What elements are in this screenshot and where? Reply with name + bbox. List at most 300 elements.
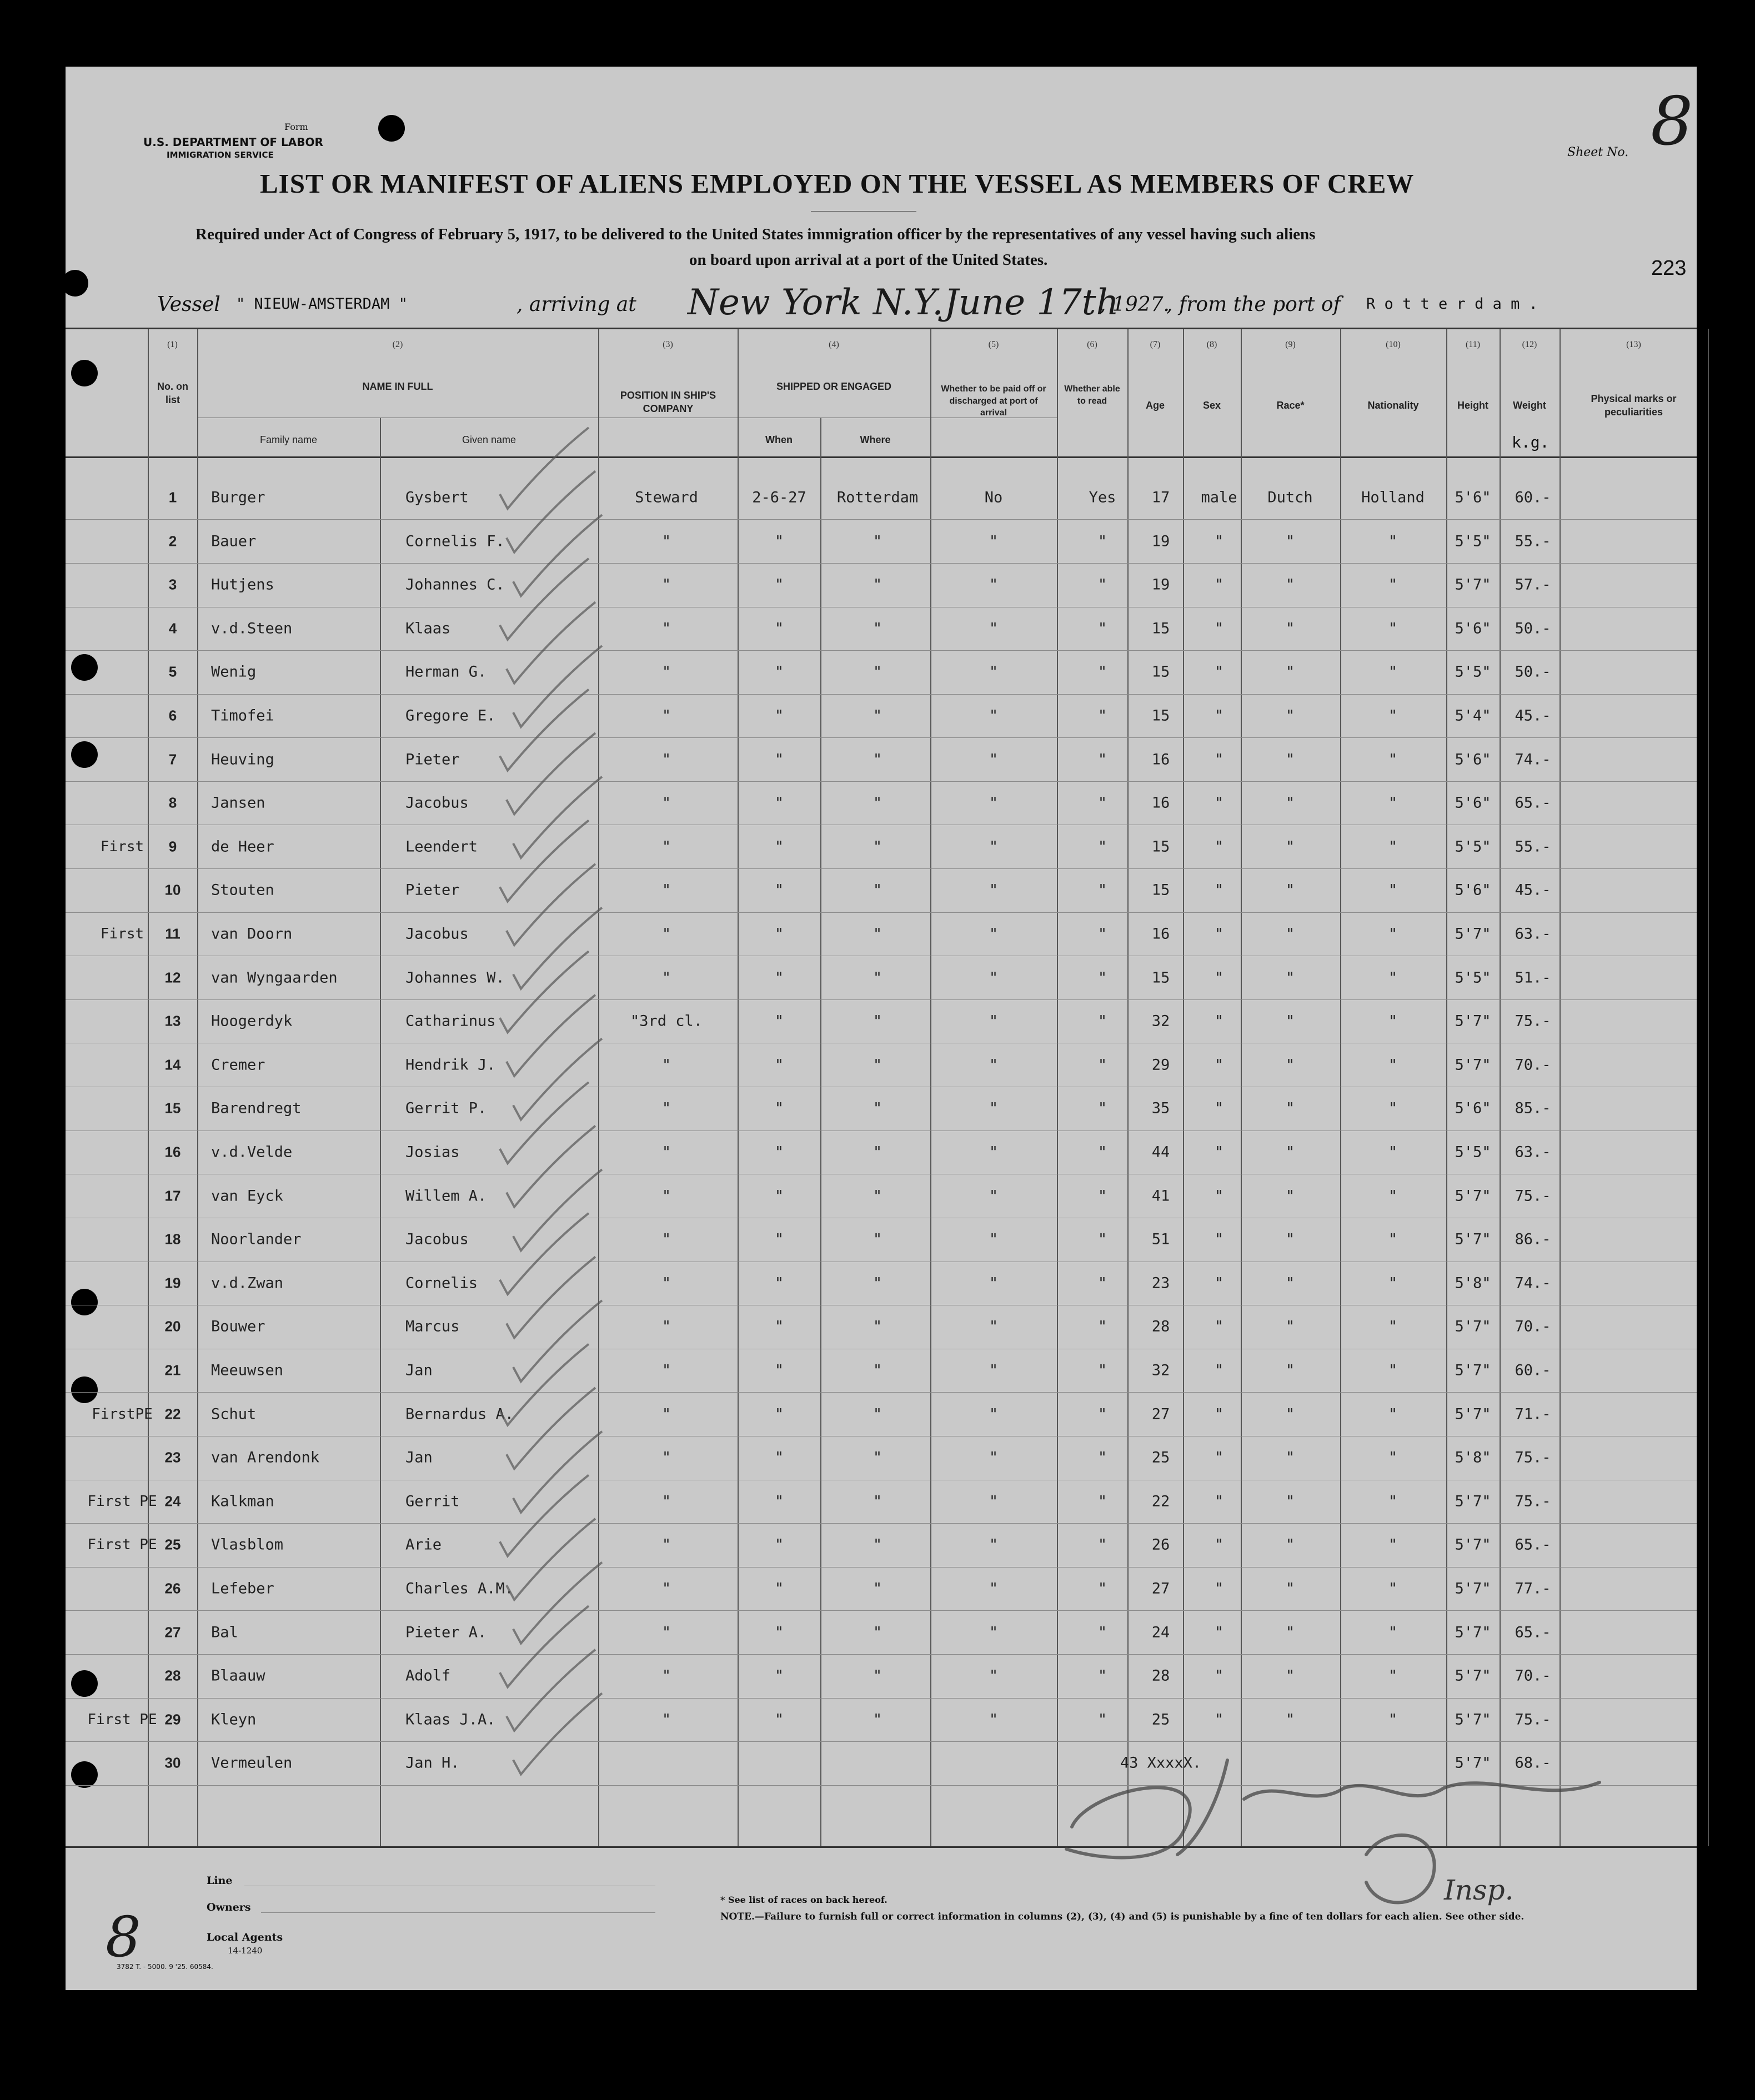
shipped-when: " [774, 1667, 784, 1685]
shipped-when: " [774, 1362, 784, 1379]
shipped-where: " [873, 881, 882, 899]
able-to-read: " [1097, 707, 1107, 725]
family-name: van Eyck [211, 1187, 284, 1205]
punch-hole [71, 741, 98, 768]
column-divider [1560, 329, 1561, 1846]
given-name: Pieter A. [405, 1624, 487, 1641]
able-to-read: Yes [1089, 489, 1116, 506]
position: " [661, 969, 671, 987]
paid-off: " [989, 1099, 999, 1117]
race: " [1285, 1493, 1295, 1510]
column-number: (9) [1285, 340, 1296, 349]
given-name: Herman G. [405, 663, 487, 681]
row-number: 16 [164, 1143, 181, 1160]
row-number: 15 [164, 1099, 181, 1117]
age: 41 [1151, 1187, 1170, 1205]
paid-off: " [989, 1536, 999, 1554]
nationality: " [1388, 1536, 1398, 1554]
age: 25 [1151, 1711, 1170, 1729]
column-divider [1241, 329, 1242, 1846]
column-divider [1708, 329, 1709, 1846]
able-to-read: " [1097, 1580, 1107, 1597]
nationality: " [1388, 663, 1398, 681]
given-name: Gregore E. [405, 707, 496, 725]
height: 5'7" [1455, 1230, 1491, 1248]
punch-hole [378, 115, 405, 142]
race: " [1285, 1012, 1295, 1030]
sex: " [1214, 925, 1224, 943]
paid-off: " [989, 1711, 999, 1729]
column-divider [148, 329, 149, 1846]
able-to-read: " [1097, 576, 1107, 594]
able-to-read: " [1097, 620, 1107, 637]
family-name: Stouten [211, 881, 274, 899]
margin-note: First [100, 838, 144, 855]
height: 5'4" [1455, 707, 1491, 725]
family-name: Noorlander [211, 1230, 302, 1248]
family-name: v.d.Zwan [211, 1274, 284, 1292]
weight: 45.- [1515, 707, 1551, 725]
family-name: Meeuwsen [211, 1362, 284, 1379]
family-name: Kalkman [211, 1493, 274, 1510]
weight: 63.- [1515, 1143, 1551, 1161]
paid-off: " [989, 838, 999, 856]
race: " [1285, 1274, 1295, 1292]
position: " [661, 925, 671, 943]
able-to-read: " [1097, 751, 1107, 768]
age: 28 [1151, 1318, 1170, 1335]
shipped-when: " [774, 881, 784, 899]
arrival-port: New York N.Y. [688, 282, 944, 323]
header-bottom-border [66, 456, 1697, 458]
age: 15 [1151, 620, 1170, 637]
sex: " [1214, 794, 1224, 812]
given-name: Hendrik J. [405, 1056, 496, 1074]
race: " [1285, 751, 1295, 768]
position: " [661, 1056, 671, 1074]
header-paid-off: Whether to be paid off or discharged at port of arrival [941, 384, 1046, 418]
row-number: 3 [168, 576, 177, 593]
paid-off: " [989, 1274, 999, 1292]
able-to-read: " [1097, 969, 1107, 987]
paid-off: " [989, 1012, 999, 1030]
nationality: " [1388, 751, 1398, 768]
shipped-where: " [873, 1536, 882, 1554]
age: 15 [1151, 707, 1170, 725]
given-name: Gerrit P. [405, 1099, 487, 1117]
age: 29 [1151, 1056, 1170, 1074]
header-shipped-or-engaged: SHIPPED OR ENGAGED [776, 381, 892, 392]
paid-off: " [989, 707, 999, 725]
height: 5'6" [1455, 620, 1491, 637]
header-age: Age [1145, 400, 1165, 411]
position: " [661, 751, 671, 768]
position: " [661, 881, 671, 899]
family-name: Vermeulen [211, 1754, 293, 1772]
shipped-where: " [873, 838, 882, 856]
shipped-where: " [873, 1187, 882, 1205]
family-name: Lefeber [211, 1580, 274, 1597]
height: 5'7" [1455, 1318, 1491, 1335]
punch-hole [71, 654, 98, 681]
position: "3rd cl. [630, 1012, 703, 1030]
height: 5'7" [1455, 1056, 1491, 1074]
shipped-when: " [774, 751, 784, 768]
margin-note: First PE [87, 1711, 157, 1728]
column-divider [197, 329, 198, 1846]
row-number: 18 [164, 1230, 181, 1248]
page-subtitle-line-1: Required under Act of Congress of February 5, 1917, to be delivered to the United States immigration officer by the representatives of any vessel having such aliens [195, 225, 1316, 243]
row-rule [66, 868, 1697, 869]
age: 51 [1151, 1230, 1170, 1248]
margin-note: First PE [87, 1493, 157, 1510]
nationality: " [1388, 1012, 1398, 1030]
given-name: Willem A. [405, 1187, 487, 1205]
sex: " [1214, 1318, 1224, 1335]
able-to-read: " [1097, 1711, 1107, 1729]
given-name: Marcus [405, 1318, 460, 1335]
weight: 65.- [1515, 1536, 1551, 1554]
sex: " [1214, 751, 1224, 768]
row-number: 28 [164, 1667, 181, 1684]
punch-hole [71, 1670, 98, 1697]
age: 15 [1151, 663, 1170, 681]
weight-unit: k.g. [1512, 433, 1550, 451]
column-divider [930, 329, 931, 1846]
column-divider [738, 329, 739, 1846]
header-sex: Sex [1202, 400, 1221, 411]
position: " [661, 1362, 671, 1379]
handwritten-page-number: 8 [106, 1905, 141, 1970]
paid-off: " [989, 663, 999, 681]
row-number: 2 [168, 532, 177, 550]
position: " [661, 1143, 671, 1161]
age: 19 [1151, 532, 1170, 550]
shipped-when: " [774, 1056, 784, 1074]
given-name: Jan H. [405, 1754, 460, 1772]
family-name: Hutjens [211, 576, 274, 594]
paid-off: " [989, 1667, 999, 1685]
weight: 75.- [1515, 1012, 1551, 1030]
weight: 51.- [1515, 969, 1551, 987]
able-to-read: " [1097, 838, 1107, 856]
header-nationality: Nationality [1367, 400, 1419, 411]
family-name: de Heer [211, 838, 274, 856]
margin-note: First [100, 926, 144, 942]
race: " [1285, 969, 1295, 987]
column-divider [1340, 329, 1341, 1846]
given-name: Johannes W. [405, 969, 505, 987]
position: " [661, 532, 671, 550]
weight: 68.- [1515, 1754, 1551, 1772]
shipped-where: " [873, 1099, 882, 1117]
owners-underline [261, 1912, 655, 1913]
shipped-where: " [873, 1274, 882, 1292]
race: " [1285, 925, 1295, 943]
row-number: 25 [164, 1536, 181, 1553]
weight: 85.- [1515, 1099, 1551, 1117]
shipped-when: " [774, 969, 784, 987]
age: 27 [1151, 1405, 1170, 1423]
sex: " [1214, 1624, 1224, 1641]
column-number: (8) [1206, 340, 1217, 349]
weight: 75.- [1515, 1449, 1551, 1466]
family-name: van Wyngaarden [211, 969, 338, 987]
age: 16 [1151, 925, 1170, 943]
row-number: 26 [164, 1580, 181, 1597]
given-name: Jacobus [405, 925, 469, 943]
nationality: " [1388, 1449, 1398, 1466]
nationality: " [1388, 1187, 1398, 1205]
weight: 86.- [1515, 1230, 1551, 1248]
nationality: " [1388, 1274, 1398, 1292]
shipped-when: " [774, 1493, 784, 1510]
able-to-read: " [1097, 1143, 1107, 1161]
nationality: " [1388, 969, 1398, 987]
race: " [1285, 1230, 1295, 1248]
shipped-when: " [774, 1230, 784, 1248]
able-to-read: " [1097, 1493, 1107, 1510]
row-number: 8 [168, 794, 177, 811]
sex: " [1214, 1012, 1224, 1030]
row-number: 30 [164, 1754, 181, 1771]
age: 35 [1151, 1099, 1170, 1117]
nationality: " [1388, 1143, 1398, 1161]
paid-off: " [989, 1493, 999, 1510]
height: 5'5" [1455, 969, 1491, 987]
given-name: Catharinus [405, 1012, 496, 1030]
departure-port: R o t t e r d a m . [1366, 295, 1538, 313]
age: 28 [1151, 1667, 1170, 1685]
height: 5'5" [1455, 838, 1491, 856]
age: 15 [1151, 838, 1170, 856]
given-name: Jacobus [405, 794, 469, 812]
race: " [1285, 881, 1295, 899]
nationality: " [1388, 1318, 1398, 1335]
column-divider [1183, 329, 1184, 1846]
given-name: Johannes C. [405, 576, 505, 594]
shipped-where: " [873, 1362, 882, 1379]
shipped-when: " [774, 707, 784, 725]
column-number: (3) [663, 340, 673, 349]
paid-off: " [989, 1449, 999, 1466]
row-number: 10 [164, 881, 181, 898]
header-no-on-list: No. on list [157, 381, 188, 406]
age: 19 [1151, 576, 1170, 594]
able-to-read: " [1097, 1012, 1107, 1030]
row-rule [66, 781, 1697, 782]
paid-off: " [989, 969, 999, 987]
column-number: (12) [1522, 340, 1537, 349]
age: 43 XxxxX. [1120, 1754, 1202, 1772]
able-to-read: " [1097, 1318, 1107, 1335]
nationality: " [1388, 1099, 1398, 1117]
height: 5'7" [1455, 925, 1491, 943]
race: " [1285, 1362, 1295, 1379]
age: 25 [1151, 1449, 1170, 1466]
height: 5'6" [1455, 881, 1491, 899]
row-rule [66, 1523, 1697, 1524]
punch-hole [71, 360, 98, 386]
column-divider [820, 418, 821, 1846]
paid-off: " [989, 881, 999, 899]
arrival-year: , 1927. [1100, 293, 1170, 316]
header-family-name: Family name [259, 434, 318, 445]
paid-off: " [989, 751, 999, 768]
row-number: 11 [165, 925, 180, 942]
sex: " [1214, 1143, 1224, 1161]
row-rule [66, 519, 1697, 520]
age: 44 [1151, 1143, 1170, 1161]
shipped-where: " [873, 620, 882, 637]
given-name: Jacobus [405, 1230, 469, 1248]
position: Steward [635, 489, 698, 506]
race: Dutch [1267, 489, 1313, 506]
nationality: " [1388, 1230, 1398, 1248]
height: 5'7" [1455, 1405, 1491, 1423]
given-name: Jan [405, 1449, 433, 1466]
shipped-where: " [873, 576, 882, 594]
weight: 77.- [1515, 1580, 1551, 1597]
shipped-where: " [873, 1711, 882, 1729]
position: " [661, 1449, 671, 1466]
position: " [661, 1624, 671, 1641]
weight: 70.- [1515, 1318, 1551, 1335]
weight: 71.- [1515, 1405, 1551, 1423]
shipped-when: " [774, 1624, 784, 1641]
page-title: LIST OR MANIFEST OF ALIENS EMPLOYED ON THE VESSEL AS MEMBERS OF CREW [260, 168, 1415, 199]
header-weight: Weight [1513, 400, 1546, 411]
row-rule [66, 1392, 1697, 1393]
family-name: v.d.Velde [211, 1143, 293, 1161]
weight: 50.- [1515, 663, 1551, 681]
position: " [661, 1318, 671, 1335]
shipped-where: " [873, 969, 882, 987]
vessel-label: Vessel [157, 293, 220, 316]
sex: " [1214, 838, 1224, 856]
given-name: Adolf [405, 1667, 451, 1685]
race: " [1285, 1099, 1295, 1117]
family-name: v.d.Steen [211, 620, 293, 637]
race: " [1285, 1711, 1295, 1729]
age: 15 [1151, 881, 1170, 899]
nationality: " [1388, 1667, 1398, 1685]
arrival-date: June 17th [944, 282, 1119, 323]
shipped-when: " [774, 925, 784, 943]
race: " [1285, 794, 1295, 812]
given-name: Cornelis F. [405, 532, 505, 550]
given-name: Pieter [405, 881, 460, 899]
shipped-where: " [873, 707, 882, 725]
shipped-when: " [774, 1274, 784, 1292]
weight: 55.- [1515, 532, 1551, 550]
age: 32 [1151, 1012, 1170, 1030]
position: " [661, 576, 671, 594]
header-name-in-full: NAME IN FULL [362, 381, 433, 392]
shipped-where: " [873, 1449, 882, 1466]
paid-off: " [989, 1624, 999, 1641]
position: " [661, 1274, 671, 1292]
shipped-where: " [873, 1667, 882, 1685]
family-name: Timofei [211, 707, 274, 725]
column-divider [1127, 329, 1129, 1846]
family-name: Wenig [211, 663, 257, 681]
nationality: " [1388, 1624, 1398, 1641]
height: 5'7" [1455, 1536, 1491, 1554]
column-number: (6) [1087, 340, 1097, 349]
row-number: 20 [164, 1318, 181, 1335]
row-number: 5 [168, 663, 177, 680]
shipped-when: " [774, 838, 784, 856]
paid-off: " [989, 1056, 999, 1074]
height: 5'7" [1455, 1493, 1491, 1510]
row-rule [66, 737, 1697, 738]
table-bottom-border [66, 1846, 1697, 1848]
nationality: " [1388, 1362, 1398, 1379]
column-number: (7) [1150, 340, 1161, 349]
row-rule [66, 1610, 1697, 1611]
position: " [661, 1187, 671, 1205]
position: " [661, 1099, 671, 1117]
family-name: Blaauw [211, 1667, 265, 1685]
sex: " [1214, 1580, 1224, 1597]
shipped-when: " [774, 1012, 784, 1030]
paid-off: " [989, 1405, 999, 1423]
sex: " [1214, 707, 1224, 725]
sex: " [1214, 1274, 1224, 1292]
nationality: " [1388, 1056, 1398, 1074]
paid-off: " [989, 1187, 999, 1205]
shipped-when: 2-6-27 [752, 489, 806, 506]
page-subtitle-line-2: on board upon arrival at a port of the United States. [689, 251, 1048, 269]
sex: " [1214, 881, 1224, 899]
sheet-label: Sheet No. [1567, 145, 1629, 159]
sex: male [1201, 489, 1237, 506]
nationality: Holland [1361, 489, 1425, 506]
sex: " [1214, 576, 1224, 594]
row-number: 13 [164, 1012, 181, 1029]
position: " [661, 663, 671, 681]
height: 5'7" [1455, 1187, 1491, 1205]
weight: 70.- [1515, 1056, 1551, 1074]
able-to-read: " [1097, 663, 1107, 681]
row-number: 14 [164, 1056, 181, 1073]
sex: " [1214, 1449, 1224, 1466]
height: 5'5" [1455, 532, 1491, 550]
position: " [661, 1536, 671, 1554]
row-number: 4 [168, 620, 177, 637]
local-agents-label: Local Agents [207, 1931, 283, 1943]
nationality: " [1388, 1580, 1398, 1597]
shipped-where: " [873, 1230, 882, 1248]
nationality: " [1388, 576, 1398, 594]
shipped-where: " [873, 1056, 882, 1074]
shipped-when: " [774, 1711, 784, 1729]
row-number: 29 [164, 1711, 181, 1728]
height: 5'6" [1455, 794, 1491, 812]
height: 5'6" [1455, 751, 1491, 768]
paid-off: " [989, 1230, 999, 1248]
family-name: Kleyn [211, 1711, 257, 1729]
header-height: Height [1457, 400, 1488, 411]
given-name: Klaas J.A. [405, 1711, 496, 1729]
sex: " [1214, 1056, 1224, 1074]
weight: 63.- [1515, 925, 1551, 943]
weight: 74.- [1515, 1274, 1551, 1292]
row-number: 19 [164, 1274, 181, 1292]
form-label: Form [284, 122, 308, 132]
sex: " [1214, 1099, 1224, 1117]
